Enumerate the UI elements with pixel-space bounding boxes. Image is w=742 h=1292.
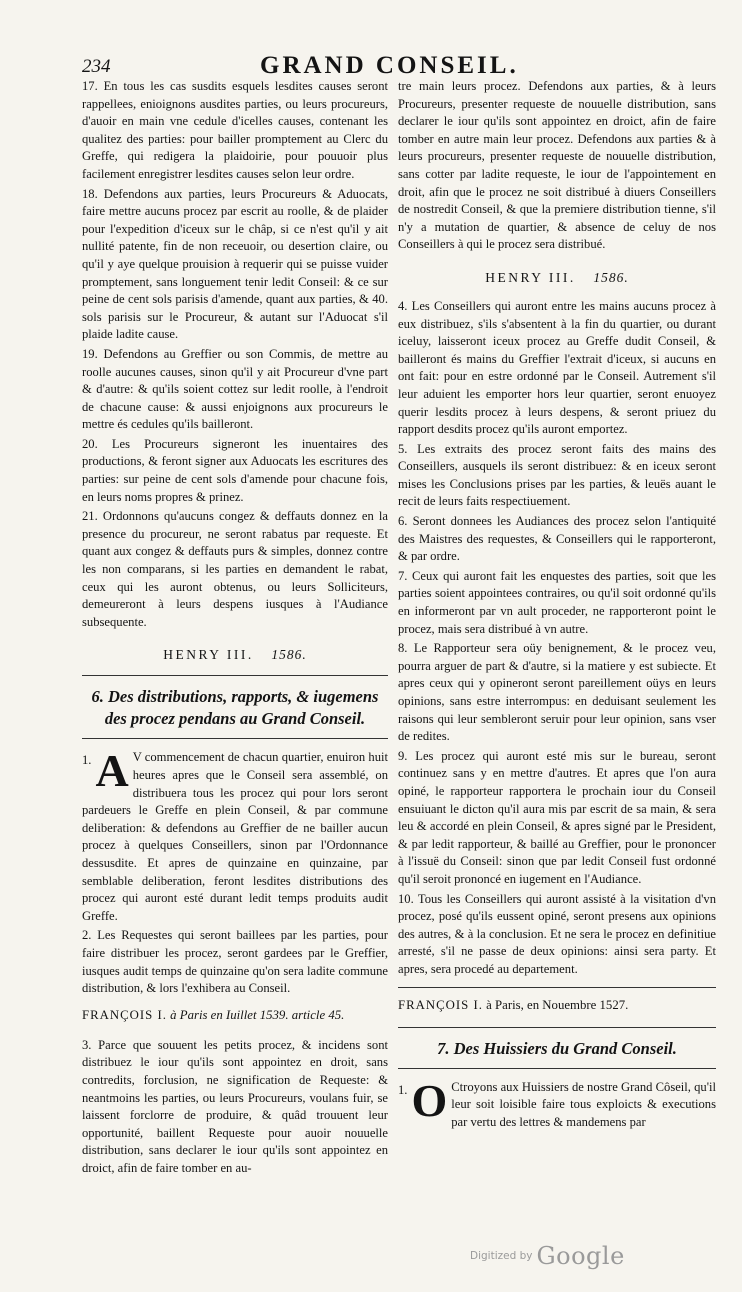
divider: [398, 987, 716, 988]
citation-name: FRANÇOIS I.: [82, 1007, 167, 1022]
article-21: 21. Ordonnons qu'aucuns congez & deffauts donnez en la presence du procureur, ne seront rabatus par requeste. Et quant aux congez & deffauts purs & simples, donnez contre les non comparans, si les parties en demandent le rabat, ceux qui les auront obtenus, ou leurs Solliciteurs, demeureront à leurs despens iusques à l'Audiance subsequente.: [82, 509, 388, 629]
citation-place-date: à Paris, en Nouembre 1527.: [486, 997, 629, 1012]
left-column: [82, 78, 388, 1179]
article-8: 8. Le Rapporteur sera oüy benignement, & le procez veu, pourra arguer de part & d'autre, si la matiere y est subiecte. Et apres ceux qui y opineront seront pareillement oüys en leurs opinions, sans estre interrompus: en deduisant seulement les raisons qui leur sembleront seruir pour leur opinion, sans vser de redites.: [398, 641, 716, 744]
section-7-title: 7. Des Huissiers du Grand Conseil.: [437, 1038, 677, 1058]
article-10: 10. Tous les Conseillers qui auront assisté à la visitation d'vn procez, posé qu'ils eussent opiné, seront presens aux opinions des autres, & à la conclusion. Et ne sera le procez en definitiue arresté, s'il ne passe de deux opinions: ainsi sera party. Et apres, sera procedé au departement.: [398, 891, 716, 976]
article-number: 1.: [398, 1082, 408, 1097]
divider: [82, 738, 388, 739]
divider: [398, 1068, 716, 1069]
article-text: Ctroyons aux Huissiers de nostre Grand Côseil, qu'il leur soit loisible faire tous exploicts & executions par vertu des lettres & mandemens par: [451, 1079, 716, 1129]
citation-francois-i: [82, 1008, 388, 1023]
article-3-continued: tre main leurs procez. Defendons aux parties, & à leurs Procureurs, presenter requeste de nouuelle distribution, sans declarer le iour qu'ils sont appointez en droict, afin de faire tomber en autre main leur procez. Defendons aux parties & à leurs procureurs, presenter requeste de nouuelle distribution, sans cotter par ladite requeste, le iour de l'appointement en droit, afin que le procez ne soit distribué à diuers Conseillers de nostredit Conseil, & que la premiere distribution tienne, s'il n'y a mutation de quartier, & absence de celuy de nos Conseillers à qui le procez sera distribué.: [398, 79, 716, 252]
heading-henry-iii: [82, 647, 388, 663]
article-6: 6. Seront donnees les Audiances des procez selon l'antiquité des Maistres des requestes, & Conseillers qui le rapporteront, & par ordre.: [398, 514, 716, 564]
article-3: 3. Parce que souuent les petits procez, & incidens sont distribuez le iour qu'ils sont appointez en droit, sans contredits, forclusion, ne signification de Requeste: & neantmoins les parties, ou leurs Procureurs, voulans fuir, se laissent forclorre de produire, & quâd trouuent leur opportunité, baillent Requeste pour auoir nouuelle distribution, sans declarer le iour qu'ils sont appointez en droict, afin de faire tomber en au-: [82, 1037, 388, 1175]
heading-year: 1586.: [271, 647, 307, 663]
heading-year: 1586.: [593, 269, 629, 285]
divider: [82, 675, 388, 676]
citation-name: FRANÇOIS I.: [398, 997, 483, 1012]
article-2: 2. Les Requestes qui seront baillees par les parties, pour faire distribuer les procez, seront gardees par le Greffier, iusques audit temps de quinzaine qu'on sera ladite commune distribution, & lors l'exhibera au Conseil.: [82, 928, 388, 996]
article-number: 1.: [82, 753, 92, 768]
article-20: 20. Les Procureurs signeront les inuentaires des productions, & feront signer aux Aduocats les escritures des parties: sur peine de cent sols d'amende pour chacune fois, en leurs noms propres & prinez.: [82, 436, 388, 504]
heading-name: HENRY III.: [485, 269, 576, 285]
running-title: GRAND CONSEIL.: [260, 52, 519, 79]
article-4: 4. Les Conseillers qui auront entre les mains aucuns procez à eux distribuez, s'ils s'absentent à la fin du quartier, ou durant iceluy, laisseront iceux procez au Greffe dudit Conseil, & bailleront és mains du Greffier l'extrait d'iceux, si aucuns en ont fait: pour en estre ordonné par le Conseil. Autrement s'il leur aduient les emporter hors leur quartier, seront enuoyez querir lesdits procez à leurs despens, & seront priuez du rapport desdits procez qu'ils auront emportez.: [398, 298, 716, 437]
page-number: 234: [82, 56, 111, 77]
article-17: 17. En tous les cas susdits esquels lesdites causes seront rappellees, enioignons ausdites parties, ou leurs procureurs, d'auoir en main vne cedule d'icelles causes, contenant les qualitez des parties: pour bailler promptement au Clerc du Greffe, qui redigera la plaidoirie, pour pouuoir plus facilement enregistrer lesdites causes selon leur ordre.: [82, 79, 388, 181]
article-huissiers-1: [398, 1074, 716, 1132]
divider: [398, 1027, 716, 1028]
drop-cap: O: [411, 1074, 448, 1126]
right-column: [398, 78, 716, 1133]
digitized-by-google-watermark: [470, 1242, 625, 1270]
digitized-by-label: Digitized by: [470, 1250, 533, 1262]
article-7: 7. Ceux qui auront fait les enquestes des parties, soit que les parties soient appointees contraires, ou qu'il soit ordonné qu'ils en informeront par vn ault proceder, ne rapporteront point le procez, mais sera distribué à vn autre.: [398, 568, 716, 636]
heading-name: HENRY III.: [163, 647, 254, 663]
article-1: [82, 745, 388, 925]
article-19: 19. Defendons au Greffier ou son Commis, de mettre au roolle aucunes causes, sinon qu'il y ait Procureur d'vne part & d'autre: & qu'ils soient cottez sur ledit roolle, à l'endroit de chacune cause: & aussi enjoignons aux procureurs le mettre és cedules qu'ils bailleront.: [82, 346, 388, 432]
section-6-title: 6. Des distributions, rapports, & iugemens des procez pendans au Grand Conseil.: [91, 687, 379, 729]
citation-place-date: à Paris en Iuillet 1539. article 45.: [170, 1007, 345, 1022]
article-5: 5. Les extraits des procez seront faits des mains des Conseillers, ausquels ils seront distribuez: & en iceux seront mises les Conclusions prises par les parties, & leuës auant le recit de leurs faits respectiuement.: [398, 441, 716, 509]
article-9: 9. Les procez qui auront esté mis sur le bureau, seront continuez sans y en mettre d'autres. Et apres que l'on aura opiné, le rapporteur rapportera le prochain iour du Conseil ensuiuant le dicton qu'il aura mis par escrit de sa main, & sera leu & accordé en plein Conseil, & apres signé par le President, & par ledit rapporteur, & baillé au Greffier, pour le prononcer à l'issuë du Conseil: sinon que par ledit Conseil fust ordonné qu'il seroit prononcé en iugement en l'Audiance.: [398, 748, 716, 886]
heading-henry-iii: [398, 270, 716, 286]
citation-francois-i: [398, 998, 716, 1013]
article-text: V commencement de chacun quartier, enuiron huit heures apres que le Conseil sera assemblé, on distribuera tous les procez qui pour lors seront pardeuers le Greffe en plein Conseil, & par commune deliberation: & defendons au Greffier de ne bailler aucun procez à quelques Conseillers, sinon par l'Ordonnance dessusdite. Et apres de quinzaine en quinzaine, par semblable deliberation, feront lesdites distributions des procez qui auront esté durant ledit temps produits audit Greffe.: [82, 750, 388, 923]
google-logo: Google: [536, 1242, 625, 1270]
drop-cap: A: [95, 745, 129, 797]
article-18: 18. Defendons aux parties, leurs Procureurs & Aduocats, faire mettre aucuns procez par escrit au roolle, & de plaider pour l'expedition d'iceux sur le châp, si ce n'est qu'il y ait nullité patente, fin de non receuoir, ou desertion claire, ou qu'il y aye quelque prouision à requerir qui se puisse vuider promptement, sans longuement tenir ledit Conseil: & ce sur peine de cent sols parisis d'amende, quant aux parties, & 40. sols parisis sur le Procureur, & autant sur l'Aduocat s'il plaide ladite cause.: [82, 186, 388, 342]
